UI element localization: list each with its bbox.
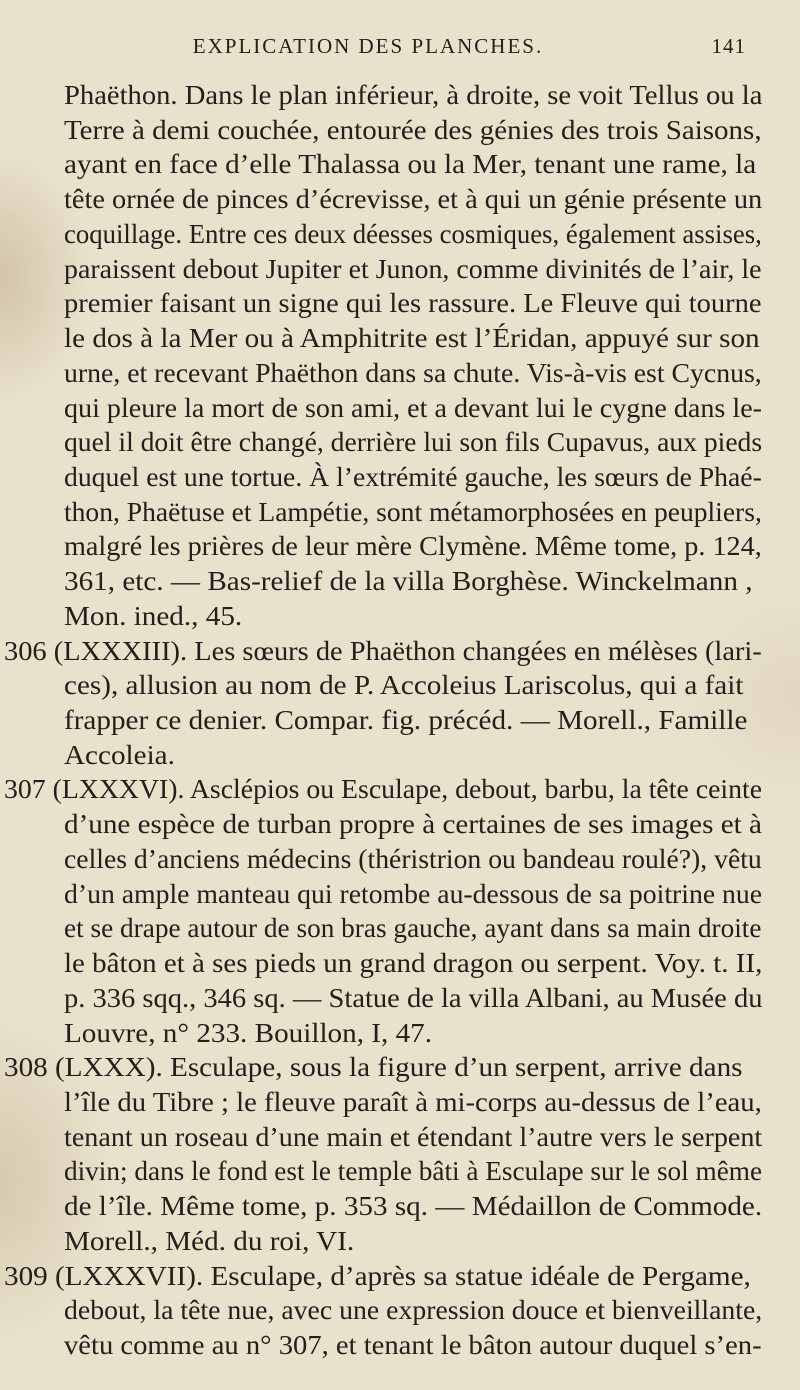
text-line: celles d’anciens médecins (théristrion ou bandeau roulé?), vêtu — [64, 844, 762, 874]
page-number: 141 — [711, 34, 746, 58]
entry-309-heading: 309 (LXXXVII). Esculape, d’après sa statue idéale de Pergame, — [4, 1261, 751, 1291]
text-line: urne, et recevant Phaëthon dans sa chute. Vis-à-vis est Cycnus, — [64, 358, 762, 388]
text-line: Morell., Méd. du roi, VI. — [64, 1226, 355, 1256]
text-line: debout, la tête nue, avec une expression douce et bienveillante, — [64, 1295, 763, 1325]
text-line: ayant en face d’elle Thalassa ou la Mer, tenant une rame, la — [64, 149, 757, 179]
text-line: ces), allusion au nom de P. Accoleius Lariscolus, qui a fait — [64, 670, 744, 700]
text-line: l’île du Tibre ; le fleuve paraît à mi-corps au-dessus de l’eau, — [64, 1087, 762, 1117]
text-line: malgré les prières de leur mère Clymène. Même tome, p. 124, — [64, 531, 762, 561]
running-head — [118, 34, 746, 64]
running-title: EXPLICATION DES PLANCHES. — [192, 34, 544, 58]
text-line: p. 336 sqq., 346 sq. — Statue de la villa Albani, au Musée du — [64, 983, 763, 1013]
text-line: le dos à la Mer ou à Amphitrite est l’Éridan, appuyé sur son — [64, 323, 760, 353]
text-line: tenant un roseau d’une main et étendant l’autre vers le serpent — [64, 1122, 763, 1152]
text-line: quel il doit être changé, derrière lui son fils Cupavus, aux pieds — [64, 427, 763, 457]
text-line: frapper ce denier. Compar. fig. précéd. — Morell., Famille — [64, 705, 748, 735]
text-line: 361, etc. — Bas-relief de la villa Borghèse. Winckelmann , — [64, 566, 753, 596]
entry-308-heading: 308 (LXXX). Esculape, sous la figure d’un serpent, arrive dans — [4, 1052, 743, 1082]
text-line: divin; dans le fond est le temple bâti à Esculape sur le sol même — [64, 1156, 763, 1186]
text-line: paraissent debout Jupiter et Junon, comme divinités de l’air, le — [64, 254, 762, 284]
text-line: de l’île. Même tome, p. 353 sq. — Médaillon de Commode. — [64, 1191, 763, 1221]
text-line: duquel est une tortue. À l’extrémité gauche, les sœurs de Phaé- — [64, 462, 762, 492]
entry-306-heading: 306 (LXXXIII). Les sœurs de Phaëthon changées en mélèses (lari- — [4, 636, 762, 666]
text-line: tête ornée de pinces d’écrevisse, et à qui un génie présente un — [64, 184, 763, 214]
text-line: premier faisant un signe qui les rassure. Le Fleuve qui tourne — [64, 288, 762, 318]
text-line: Terre à demi couchée, entourée des génies des trois Saisons, — [64, 115, 762, 145]
text-line: thon, Phaëtuse et Lampétie, sont métamorphosées en peupliers, — [64, 497, 762, 527]
text-line: d’une espèce de turban propre à certaines de ses images et à — [64, 809, 762, 839]
text-line: coquillage. Entre ces deux déesses cosmiques, également assises, — [64, 219, 762, 249]
text-line: d’un ample manteau qui retombe au-dessous de sa poitrine nue — [64, 879, 763, 909]
text-line: et se drape autour de son bras gauche, ayant dans sa main droite — [64, 913, 762, 943]
text-line: Mon. ined., 45. — [64, 601, 243, 631]
entry-307-heading: 307 (LXXXVI). Asclépios ou Esculape, debout, barbu, la tête ceinte — [4, 774, 763, 804]
text-line: le bâton et à ses pieds un grand dragon ou serpent. Voy. t. II, — [64, 948, 763, 978]
text-line: Louvre, n° 233. Bouillon, I, 47. — [64, 1018, 433, 1048]
text-line: qui pleure la mort de son ami, et a devant lui le cygne dans le- — [64, 393, 763, 423]
text-line: Phaëthon. Dans le plan inférieur, à droite, se voit Tellus ou la — [64, 80, 763, 110]
text-line: Accoleia. — [64, 740, 175, 770]
text-line: vêtu comme au n° 307, et tenant le bâton autour duquel s’en- — [64, 1330, 762, 1360]
